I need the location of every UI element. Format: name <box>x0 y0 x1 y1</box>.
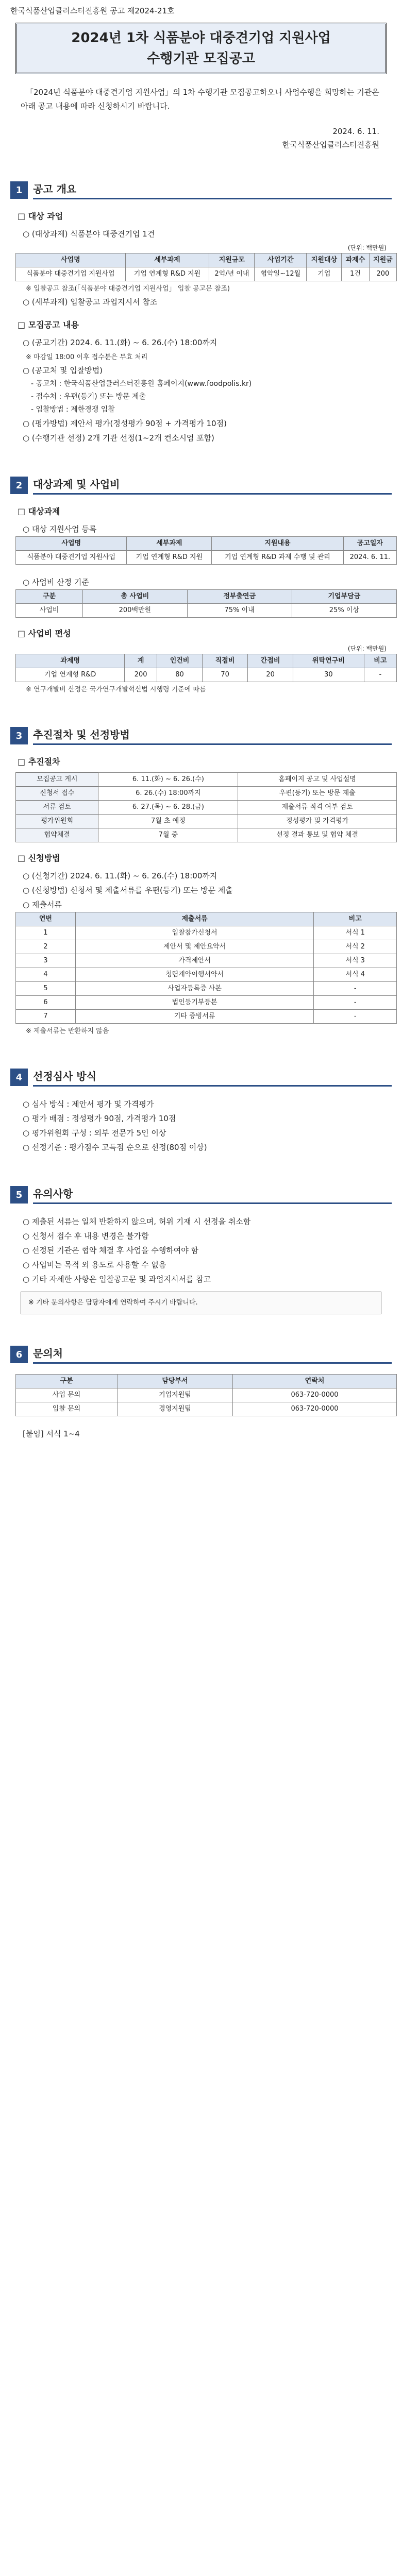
text-line: ○ 평가 배점 : 정성평가 90점, 가격평가 10점 <box>23 1114 176 1123</box>
caution-item: ○ 제출된 서류는 일체 반환하지 않으며, 허위 기재 시 선정을 취소함 <box>23 1217 251 1226</box>
text-line: - 입찰방법 : 제한경쟁 입찰 <box>31 405 115 414</box>
task-table <box>15 253 397 281</box>
subheading: □ 모집공고 내용 <box>18 320 79 330</box>
table-cell: 4 <box>16 968 76 982</box>
table-cell: 5 <box>16 982 76 996</box>
text-line: ○ 선정기준 : 평가점수 고득점 순으로 선정(80점 이상) <box>23 1143 207 1152</box>
table-cell: 30 <box>293 668 364 682</box>
flow-step-name: 신청서 접수 <box>16 787 98 801</box>
table-cell: 서식 1 <box>314 926 397 940</box>
table-cell: 200 <box>369 267 396 281</box>
subheading: □ 대상 과업 <box>18 211 63 221</box>
table-cell: 200 <box>125 668 157 682</box>
flow-step <box>16 787 397 801</box>
table-header-cell: 사업명 <box>16 253 126 267</box>
flow-step-date: 6. 26.(수) 18:00까지 <box>98 787 238 801</box>
table-cell: 기업 연계형 R&D <box>16 668 125 682</box>
caution-item: ○ 신청서 접수 후 내용 변경은 불가함 <box>23 1231 149 1241</box>
table-cell: 2 <box>16 940 76 954</box>
table-row <box>16 1388 397 1402</box>
table-header-cell: 기업부담금 <box>292 590 396 604</box>
table-row <box>16 926 397 940</box>
table-cell: 70 <box>203 668 248 682</box>
table-row <box>16 940 397 954</box>
flow-step-date: 7월 중 <box>98 828 238 842</box>
table-cell: - <box>314 1010 397 1024</box>
title-box <box>15 23 387 74</box>
table-cell: 사업자등록증 사본 <box>75 982 314 996</box>
table-header-cell: 지원내용 <box>212 537 343 551</box>
text-line: ○ 대상 지원사업 등록 <box>23 524 97 534</box>
flow-step-date: 6. 11.(화) ~ 6. 26.(수) <box>98 773 238 787</box>
table-cell: - <box>314 982 397 996</box>
table-cell: 기업 <box>307 267 342 281</box>
contact-table <box>15 1374 397 1416</box>
table-cell: 2024. 6. 11. <box>343 551 396 565</box>
organization-name: 한국식품산업클러스터진흥원 <box>282 140 379 149</box>
caution-item: ○ 기타 자세한 사항은 입찰공고문 및 과업지시서를 참고 <box>23 1275 211 1284</box>
table-header-cell: 지원대상 <box>307 253 342 267</box>
table-header-cell: 지원금 <box>369 253 396 267</box>
table-header-cell: 위탁연구비 <box>293 654 364 668</box>
section-number: 4 <box>10 1069 28 1086</box>
flow-step <box>16 828 397 842</box>
table-cell: 경영지원팀 <box>117 1402 232 1416</box>
announcement-date: 2024. 6. 11. <box>332 127 379 136</box>
section-title: 선정심사 방식 <box>33 1068 392 1087</box>
table-cell: 식품분야 대중견기업 지원사업 <box>16 267 126 281</box>
table-cell: 6 <box>16 996 76 1010</box>
table-cell: 기업 연계형 R&D 과제 수행 및 관리 <box>212 551 343 565</box>
flow-step-desc: 우편(등기) 또는 방문 제출 <box>238 787 397 801</box>
flow-step <box>16 773 397 787</box>
flow-step-desc: 홈페이지 공고 및 사업설명 <box>238 773 397 787</box>
table-header-cell: 구분 <box>16 1375 118 1388</box>
table-header-cell: 직접비 <box>203 654 248 668</box>
table-header-cell: 연락처 <box>232 1375 396 1388</box>
table-cell: 80 <box>157 668 203 682</box>
table-header-cell: 사업기간 <box>255 253 307 267</box>
unit-label: (단위: 백만원) <box>347 645 387 652</box>
table-cell: 20 <box>248 668 293 682</box>
table-cell: 청렴계약이행서약서 <box>75 968 314 982</box>
table-header-cell: 비고 <box>364 654 396 668</box>
subheading: □ 사업비 편성 <box>18 629 71 638</box>
table-cell: 사업비 <box>16 604 83 618</box>
table-cell: 서식 2 <box>314 940 397 954</box>
text-line: ○ (신청기간) 2024. 6. 11.(화) ~ 6. 26.(수) 18:00까지 <box>23 871 217 880</box>
text-line: ○ 사업비 산정 기준 <box>23 578 89 587</box>
table-header-cell: 인건비 <box>157 654 203 668</box>
text-line: ○ (평가방법) 제안서 평가(정성평가 90점 + 가격평가 10점) <box>23 419 227 428</box>
note: ※ 연구개발비 산정은 국가연구개발혁신법 시행령 기준에 따름 <box>26 686 206 693</box>
table-header-cell: 세부과제 <box>127 537 212 551</box>
flow-step-desc: 제출서류 적격 여부 검토 <box>238 801 397 815</box>
table-header-cell: 간접비 <box>248 654 293 668</box>
table-row <box>16 996 397 1010</box>
section-2-header <box>10 476 392 495</box>
table-row <box>16 954 397 968</box>
notice-number: 한국식품산업클러스터진흥원 공고 제2024-21호 <box>10 6 175 15</box>
documents-table <box>15 912 397 1024</box>
flow-step-name: 모집공고 게시 <box>16 773 98 787</box>
table-row <box>16 982 397 996</box>
project-table <box>15 536 397 565</box>
subheading: □ 대상과제 <box>18 506 60 516</box>
table-cell: 기업 연계형 R&D 지원 <box>125 267 209 281</box>
text-line: ○ (공고기간) 2024. 6. 11.(화) ~ 6. 26.(수) 18:00까지 <box>23 338 217 347</box>
table-cell: 가격제안서 <box>75 954 314 968</box>
table-header-cell: 사업명 <box>16 537 127 551</box>
table-cell: 2억/년 이내 <box>209 267 255 281</box>
section-title: 유의사항 <box>33 1185 392 1204</box>
text-line: ○ (신청방법) 신청서 및 제출서류를 우편(등기) 또는 방문 제출 <box>23 886 233 895</box>
section-title: 대상과제 및 사업비 <box>33 476 392 495</box>
table-cell: 75% 이내 <box>187 604 292 618</box>
table-cell: 입찰참가신청서 <box>75 926 314 940</box>
table-cell: 기업지원팀 <box>117 1388 232 1402</box>
table-cell: 협약일~12월 <box>255 267 307 281</box>
table-row <box>16 968 397 982</box>
table-cell: 063-720-0000 <box>232 1388 396 1402</box>
caution-item: ○ 사업비는 목적 외 용도로 사용할 수 없음 <box>23 1260 166 1269</box>
table-cell: 200백만원 <box>83 604 187 618</box>
text-line: - 공고처 : 한국식품산업클러스터진흥원 홈페이지(www.foodpolis.kr) <box>31 380 252 388</box>
section-title: 추진절차 및 선정방법 <box>33 726 392 745</box>
table-cell: - <box>314 996 397 1010</box>
budget-criteria-table <box>15 589 397 618</box>
note: ※ 마감일 18:00 이후 접수분은 무효 처리 <box>26 353 148 361</box>
flow-step-desc: 정성평가 및 가격평가 <box>238 815 397 828</box>
table-cell: 식품분야 대중견기업 지원사업 <box>16 551 127 565</box>
table-cell: 1건 <box>342 267 369 281</box>
text-line: ○ (수행기관 선정) 2개 기관 선정(1~2개 컨소시엄 포함) <box>23 433 214 443</box>
section-1-header <box>10 181 392 199</box>
table-cell: 사업 문의 <box>16 1388 118 1402</box>
table-header-cell: 계 <box>125 654 157 668</box>
section-title: 문의처 <box>33 1345 392 1364</box>
flow-step <box>16 801 397 815</box>
flow-step <box>16 815 397 828</box>
intro-paragraph: 「2024년 식품분야 대중견기업 지원사업」의 1차 수행기관 모집공고하오니 사업수행을 희망하는 기관은 아래 공고 내용에 따라 신청하시기 바랍니다. <box>21 88 379 111</box>
notice-box: ※ 기타 문의사항은 담당자에게 연락하여 주시기 바랍니다. <box>21 1292 381 1314</box>
table-cell: 063-720-0000 <box>232 1402 396 1416</box>
unit-label: (단위: 백만원) <box>347 244 387 251</box>
table-header-cell: 지원규모 <box>209 253 255 267</box>
text-line: - 접수처 : 우편(등기) 또는 방문 제출 <box>31 393 146 401</box>
text-line: ○ 심사 방식 : 제안서 평가 및 가격평가 <box>23 1099 154 1109</box>
flow-step-date: 6. 27.(목) ~ 6. 28.(금) <box>98 801 238 815</box>
table-header-cell: 제출서류 <box>75 912 314 926</box>
table-cell: 1 <box>16 926 76 940</box>
table-cell: 기타 증빙서류 <box>75 1010 314 1024</box>
flow-step-name: 서류 검토 <box>16 801 98 815</box>
page-title-line1: 2024년 1차 식품분야 대중견기업 지원사업 <box>71 30 331 46</box>
table-cell: 서식 4 <box>314 968 397 982</box>
table-header-cell: 총 사업비 <box>83 590 187 604</box>
table-header-cell: 구분 <box>16 590 83 604</box>
table-cell: 법인등기부등본 <box>75 996 314 1010</box>
table-header-cell: 과제수 <box>342 253 369 267</box>
subheading: □ 신청방법 <box>18 853 60 863</box>
section-number: 3 <box>10 727 28 744</box>
section-4-header <box>10 1068 392 1087</box>
table-cell: 25% 이상 <box>292 604 396 618</box>
table-cell: - <box>364 668 396 682</box>
section-number: 1 <box>10 181 28 199</box>
text-line: ○ (대상과제) 식품분야 대중견기업 1건 <box>23 229 155 239</box>
flow-step-name: 평가위원회 <box>16 815 98 828</box>
section-title: 공고 개요 <box>33 181 392 199</box>
section-number: 6 <box>10 1346 28 1363</box>
table-cell: 제안서 및 제안요약서 <box>75 940 314 954</box>
table-header-cell: 과제명 <box>16 654 125 668</box>
process-flow-table <box>15 772 397 842</box>
section-5-header <box>10 1185 392 1204</box>
flow-step-date: 7월 초 예정 <box>98 815 238 828</box>
table-header-cell: 담당부서 <box>117 1375 232 1388</box>
text-line: ○ (공고처 및 입찰방법) <box>23 366 103 375</box>
section-number: 5 <box>10 1186 28 1204</box>
table-cell: 서식 3 <box>314 954 397 968</box>
table-row <box>16 1010 397 1024</box>
attachment-note: [붙임] 서식 1~4 <box>23 1429 80 1438</box>
caution-item: ○ 선정된 기관은 협약 체결 후 사업을 수행하여야 함 <box>23 1246 199 1255</box>
table-header-cell: 공고일자 <box>343 537 396 551</box>
note: ※ 제출서류는 반환하지 않음 <box>26 1027 109 1035</box>
table-header-cell: 정부출연금 <box>187 590 292 604</box>
table-header-cell: 세부과제 <box>125 253 209 267</box>
note: ※ 입찰공고 참조(「식품분야 대중견기업 지원사업」 입찰 공고문 참조) <box>26 285 230 293</box>
text-line: ○ 제출서류 <box>23 900 62 909</box>
section-number: 2 <box>10 477 28 494</box>
table-row <box>16 1402 397 1416</box>
page-title-line2: 수행기관 모집공고 <box>147 51 255 66</box>
section-6-header <box>10 1345 392 1364</box>
budget-table <box>15 654 397 682</box>
subheading: □ 추진절차 <box>18 757 60 767</box>
flow-step-desc: 선정 결과 통보 및 협약 체결 <box>238 828 397 842</box>
table-cell: 3 <box>16 954 76 968</box>
table-cell: 입찰 문의 <box>16 1402 118 1416</box>
table-cell: 기업 연계형 R&D 지원 <box>127 551 212 565</box>
text-line: ○ 평가위원회 구성 : 외부 전문가 5인 이상 <box>23 1128 166 1138</box>
section-3-header <box>10 726 392 745</box>
flow-step-name: 협약체결 <box>16 828 98 842</box>
text-line: ○ (세부과제) 입찰공고 과업지시서 참조 <box>23 297 158 307</box>
table-cell: 7 <box>16 1010 76 1024</box>
table-header-cell: 연번 <box>16 912 76 926</box>
table-header-cell: 비고 <box>314 912 397 926</box>
